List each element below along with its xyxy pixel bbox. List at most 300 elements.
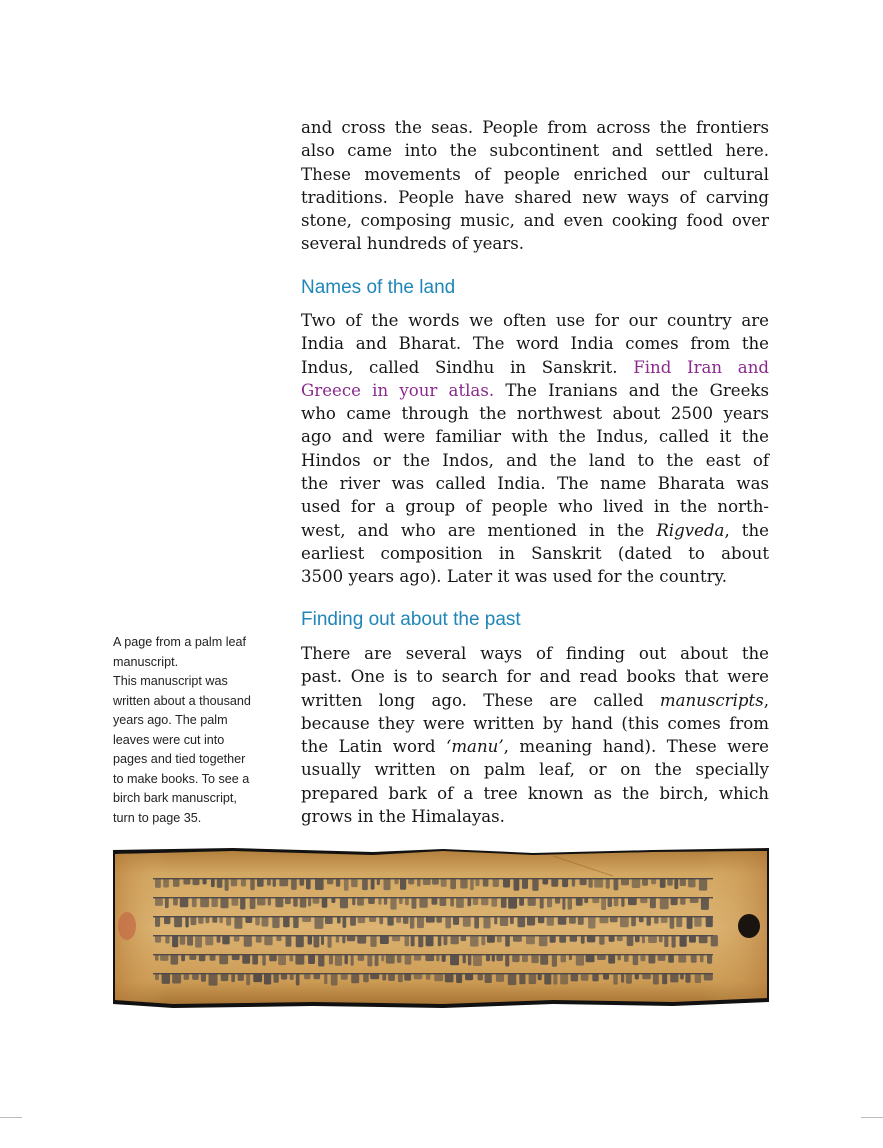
script-glyph [552,954,557,967]
script-glyph [601,897,606,910]
script-glyph [606,878,610,889]
script-glyph [690,897,699,903]
script-glyph [252,954,258,965]
text-span: past. One is to search for and read books that were [301,667,769,687]
script-glyph [678,954,686,963]
script-glyph [324,973,327,984]
script-glyph [279,878,288,886]
script-glyph [432,878,439,885]
script-glyph [539,935,548,946]
script-glyph [314,973,321,979]
crop-mark-left [0,1117,22,1118]
script-glyph [403,916,408,924]
script-glyph [174,916,182,927]
script-glyph [262,954,266,966]
script-glyph [667,878,672,886]
script-glyph [423,878,431,885]
italic-term: ‘manu’ [446,737,504,757]
script-glyph [581,973,589,981]
script-glyph [414,954,421,961]
script-glyph [345,954,348,964]
script-glyph [331,973,338,986]
script-glyph [547,897,552,907]
script-glyph [522,954,528,962]
text-line [301,379,769,402]
script-glyph [285,897,291,904]
script-glyph [221,897,229,908]
script-glyph [322,897,328,908]
script-glyph [562,897,565,910]
script-glyph [276,935,281,941]
script-glyph [342,935,345,943]
binding-hole-right [738,914,760,938]
script-glyph [171,954,179,965]
script-glyph [269,954,277,961]
script-glyph [635,973,639,980]
script-glyph [325,916,333,924]
text-line: and cross the seas. People from across the frontiers [301,118,769,137]
script-glyph [704,973,713,981]
script-glyph [706,916,713,927]
script-glyph [648,935,657,943]
script-glyph [514,878,520,891]
script-glyph [680,897,685,905]
script-glyph [381,954,384,961]
script-glyph [306,878,311,889]
text-span: ago and were familiar with the Indus, called it the [301,427,769,447]
script-glyph [543,878,549,885]
script-glyph [160,954,168,961]
script-glyph [155,935,161,943]
script-glyph [699,935,708,943]
script-glyph [221,973,229,981]
script-glyph [445,973,454,982]
script-glyph [654,916,658,924]
script-glyph [352,897,355,905]
script-glyph [633,954,639,965]
script-glyph [358,916,365,923]
script-glyph [155,897,163,906]
script-glyph [210,954,216,961]
script-glyph [386,954,395,964]
script-glyph [209,973,218,986]
script-glyph [711,935,718,946]
script-glyph [478,973,483,980]
script-glyph [680,935,687,947]
script-glyph [185,916,188,928]
script-glyph [308,954,315,964]
caption-line: birch bark manuscript, [113,791,237,805]
script-glyph [642,973,651,979]
script-glyph [486,954,490,961]
caption-line: A page from a palm leaf [113,635,247,649]
script-glyph [510,916,514,924]
script-glyph [350,916,356,926]
script-glyph [468,954,471,965]
script-glyph [370,935,376,947]
script-glyph [538,916,544,923]
script-glyph [670,916,675,929]
script-glyph [470,878,474,890]
text-line [301,782,769,805]
script-glyph [434,973,443,981]
script-glyph [512,954,519,962]
script-glyph [670,973,678,982]
script-glyph [410,916,414,929]
script-glyph [599,935,604,945]
text-span: India and Bharat. The word India comes from the [301,334,769,354]
intro-paragraph [301,116,769,256]
text-line [301,665,769,688]
script-glyph [494,916,497,924]
text-line [301,425,769,448]
script-glyph [163,878,169,888]
script-glyph [674,878,678,889]
script-glyph [357,897,364,906]
script-glyph [460,878,467,889]
script-glyph [660,878,666,888]
script-glyph [426,935,434,946]
script-glyph [264,973,271,985]
script-glyph [617,935,623,941]
script-glyph [217,878,223,888]
script-glyph [442,954,446,962]
script-glyph [329,954,333,965]
script-glyph [232,897,239,906]
script-glyph [426,916,435,923]
script-glyph [518,916,526,927]
script-glyph [286,935,292,947]
script-glyph [367,954,372,966]
script-glyph [444,935,448,945]
script-glyph [463,954,466,963]
text-line: several hundreds of years. [301,234,525,254]
script-glyph [267,878,271,886]
script-glyph [584,897,588,903]
script-glyph [238,973,244,981]
script-glyph [392,935,400,941]
script-glyph [529,973,537,984]
script-glyph [408,878,414,884]
script-glyph [384,897,387,905]
script-glyph [337,916,341,924]
script-glyph [473,897,478,905]
script-glyph [404,973,411,981]
script-glyph [411,935,415,946]
script-glyph [538,973,542,980]
text-line [301,542,769,565]
script-glyph [451,935,459,944]
script-glyph [368,897,375,904]
script-glyph [519,897,524,906]
text-span: the Latin word [301,737,447,757]
script-glyph [671,897,678,905]
script-glyph [532,878,538,891]
script-glyph [592,973,598,981]
script-glyph [165,935,169,944]
script-glyph [212,897,218,907]
script-glyph [603,973,609,980]
script-glyph [528,897,536,906]
binding-hole-left [118,912,136,940]
script-glyph [300,897,307,908]
script-glyph [162,973,170,984]
script-glyph [501,897,507,908]
image-caption [113,633,273,828]
script-glyph [569,916,576,924]
script-glyph [588,916,595,929]
atlas-activity-text: Greece in your atlas. [301,380,495,400]
script-glyph [640,897,647,903]
script-glyph [283,916,290,927]
script-glyph [576,897,583,906]
script-glyph [540,954,548,965]
script-glyph [621,897,624,907]
script-glyph [680,973,684,980]
script-glyph [272,916,279,928]
script-glyph [662,973,667,984]
section-heading-names-of-the-land: Names of the land [301,277,456,298]
script-glyph [474,916,479,929]
script-glyph [191,916,197,925]
script-glyph [608,954,615,964]
script-glyph [390,897,396,910]
script-glyph [193,878,200,885]
script-glyph [172,973,181,984]
script-glyph [483,916,490,929]
script-glyph [621,973,624,983]
script-glyph [631,916,636,926]
script-glyph [642,878,648,886]
script-glyph [481,935,485,945]
script-glyph [473,954,482,966]
script-glyph [463,916,471,927]
script-glyph [351,973,359,983]
script-glyph [580,878,587,885]
script-glyph [436,916,442,923]
caption-line: This manuscript was [113,674,228,688]
script-glyph [378,897,381,905]
script-glyph [155,916,160,927]
script-glyph [440,897,447,906]
script-glyph [293,916,298,928]
script-glyph [425,954,434,961]
script-glyph [212,916,217,923]
text-span: the river was called India. The name Bharata was [301,474,769,494]
script-glyph [205,935,213,945]
script-glyph [592,897,599,903]
script-glyph [436,954,439,961]
script-glyph [183,878,190,885]
script-glyph [513,935,522,942]
script-glyph [275,897,283,907]
script-glyph [295,954,304,965]
script-glyph [553,973,557,985]
script-glyph [203,878,207,884]
script-glyph [491,897,497,907]
script-glyph [589,878,593,888]
script-glyph [384,878,391,890]
text-span: used for a group of people who lived in the north- [301,497,769,517]
script-glyph [547,916,554,926]
script-glyph [699,878,707,891]
script-glyph [315,878,324,890]
text-line [301,689,769,712]
text-line [301,519,769,542]
script-glyph [600,916,609,923]
script-glyph [414,973,423,979]
script-glyph [412,897,417,909]
script-glyph [544,973,551,985]
text-line: These movements of people enriched our cultural [301,164,769,184]
script-glyph [551,878,558,887]
script-glyph [315,916,324,929]
script-glyph [445,916,451,928]
script-glyph [417,878,420,887]
script-glyph [586,954,595,962]
script-glyph [522,878,528,889]
script-glyph [206,916,210,923]
text-span: , [763,690,769,710]
script-glyph [172,935,178,947]
script-glyph [274,973,279,983]
script-glyph [232,954,240,960]
italic-term: Rigveda [656,520,725,540]
script-glyph [691,954,697,963]
script-glyph [343,916,347,928]
script-glyph [357,935,366,944]
script-glyph [234,916,242,929]
script-glyph [450,897,454,907]
text-span: prepared bark of a tree known as the birch, which [301,783,769,803]
script-glyph [308,935,312,945]
script-glyph [640,954,645,961]
script-glyph [647,916,651,926]
script-glyph [318,954,324,967]
script-glyph [650,897,656,908]
script-glyph [336,935,339,943]
script-glyph [155,954,159,961]
script-glyph [335,954,342,966]
script-glyph [540,897,544,909]
text-line [301,495,769,518]
script-glyph [461,935,467,941]
script-glyph [187,935,193,946]
script-glyph [273,878,276,887]
script-glyph [250,878,254,890]
script-glyph [648,954,655,964]
script-glyph [492,954,495,962]
finding-out-paragraph [301,642,769,828]
script-glyph [587,935,595,942]
text-line [301,712,769,735]
script-glyph [242,954,250,964]
script-glyph [483,878,489,887]
script-glyph [487,935,495,943]
text-span: , meaning hand). These were [503,737,770,757]
crop-mark-right [861,1117,883,1118]
script-glyph [658,954,666,961]
script-glyph [184,973,190,980]
script-glyph [257,878,264,887]
script-glyph [500,916,508,926]
script-glyph [701,897,709,910]
script-glyph [264,935,272,945]
script-glyph [508,897,517,909]
script-glyph [328,935,332,948]
caption-line: leaves were cut into [113,732,225,747]
script-glyph [180,897,189,907]
script-glyph [618,954,621,960]
script-glyph [375,954,379,966]
script-glyph [388,973,395,981]
script-glyph [241,878,246,887]
script-glyph [289,954,293,962]
caption-line: to make books. To see a [113,771,250,786]
caption-line: years ago. The palm [113,713,228,727]
script-glyph [296,935,304,947]
script-glyph [192,973,199,980]
script-glyph [562,878,568,887]
script-glyph [687,916,693,929]
script-glyph [246,973,250,985]
script-glyph [380,935,389,944]
script-glyph [651,878,656,884]
script-glyph [571,973,579,981]
text-line [301,805,769,828]
script-glyph [396,916,401,923]
script-glyph [313,897,320,904]
script-glyph [627,935,634,946]
script-glyph [550,935,556,943]
text-span: usually written on palm leaf, or on the specially [301,760,769,780]
script-glyph [344,878,349,891]
script-glyph [621,878,629,885]
script-glyph [165,897,169,908]
script-glyph [578,916,584,925]
script-glyph [231,973,235,982]
script-glyph [308,897,311,906]
script-glyph [250,897,256,909]
script-glyph [211,878,215,887]
script-glyph [680,878,686,886]
caption-line: manuscript. [113,654,179,669]
script-glyph [561,954,567,962]
script-glyph [253,973,262,982]
script-glyph [180,935,186,945]
palm-leaf-manuscript-image [113,846,769,1016]
script-glyph [331,897,335,903]
script-glyph [201,973,206,982]
script-glyph [597,954,606,960]
text-line [301,402,769,425]
script-glyph [485,973,492,983]
text-line [301,642,769,665]
script-glyph [226,916,231,926]
script-glyph [594,878,603,888]
script-glyph [700,954,704,962]
script-glyph [438,935,442,946]
script-glyph [291,878,297,890]
script-glyph [293,897,298,907]
script-glyph [559,935,566,943]
script-glyph [632,878,640,888]
script-glyph [635,935,640,942]
script-glyph [341,973,348,980]
text-line [301,356,769,379]
script-glyph [397,954,402,963]
script-glyph [181,954,185,961]
